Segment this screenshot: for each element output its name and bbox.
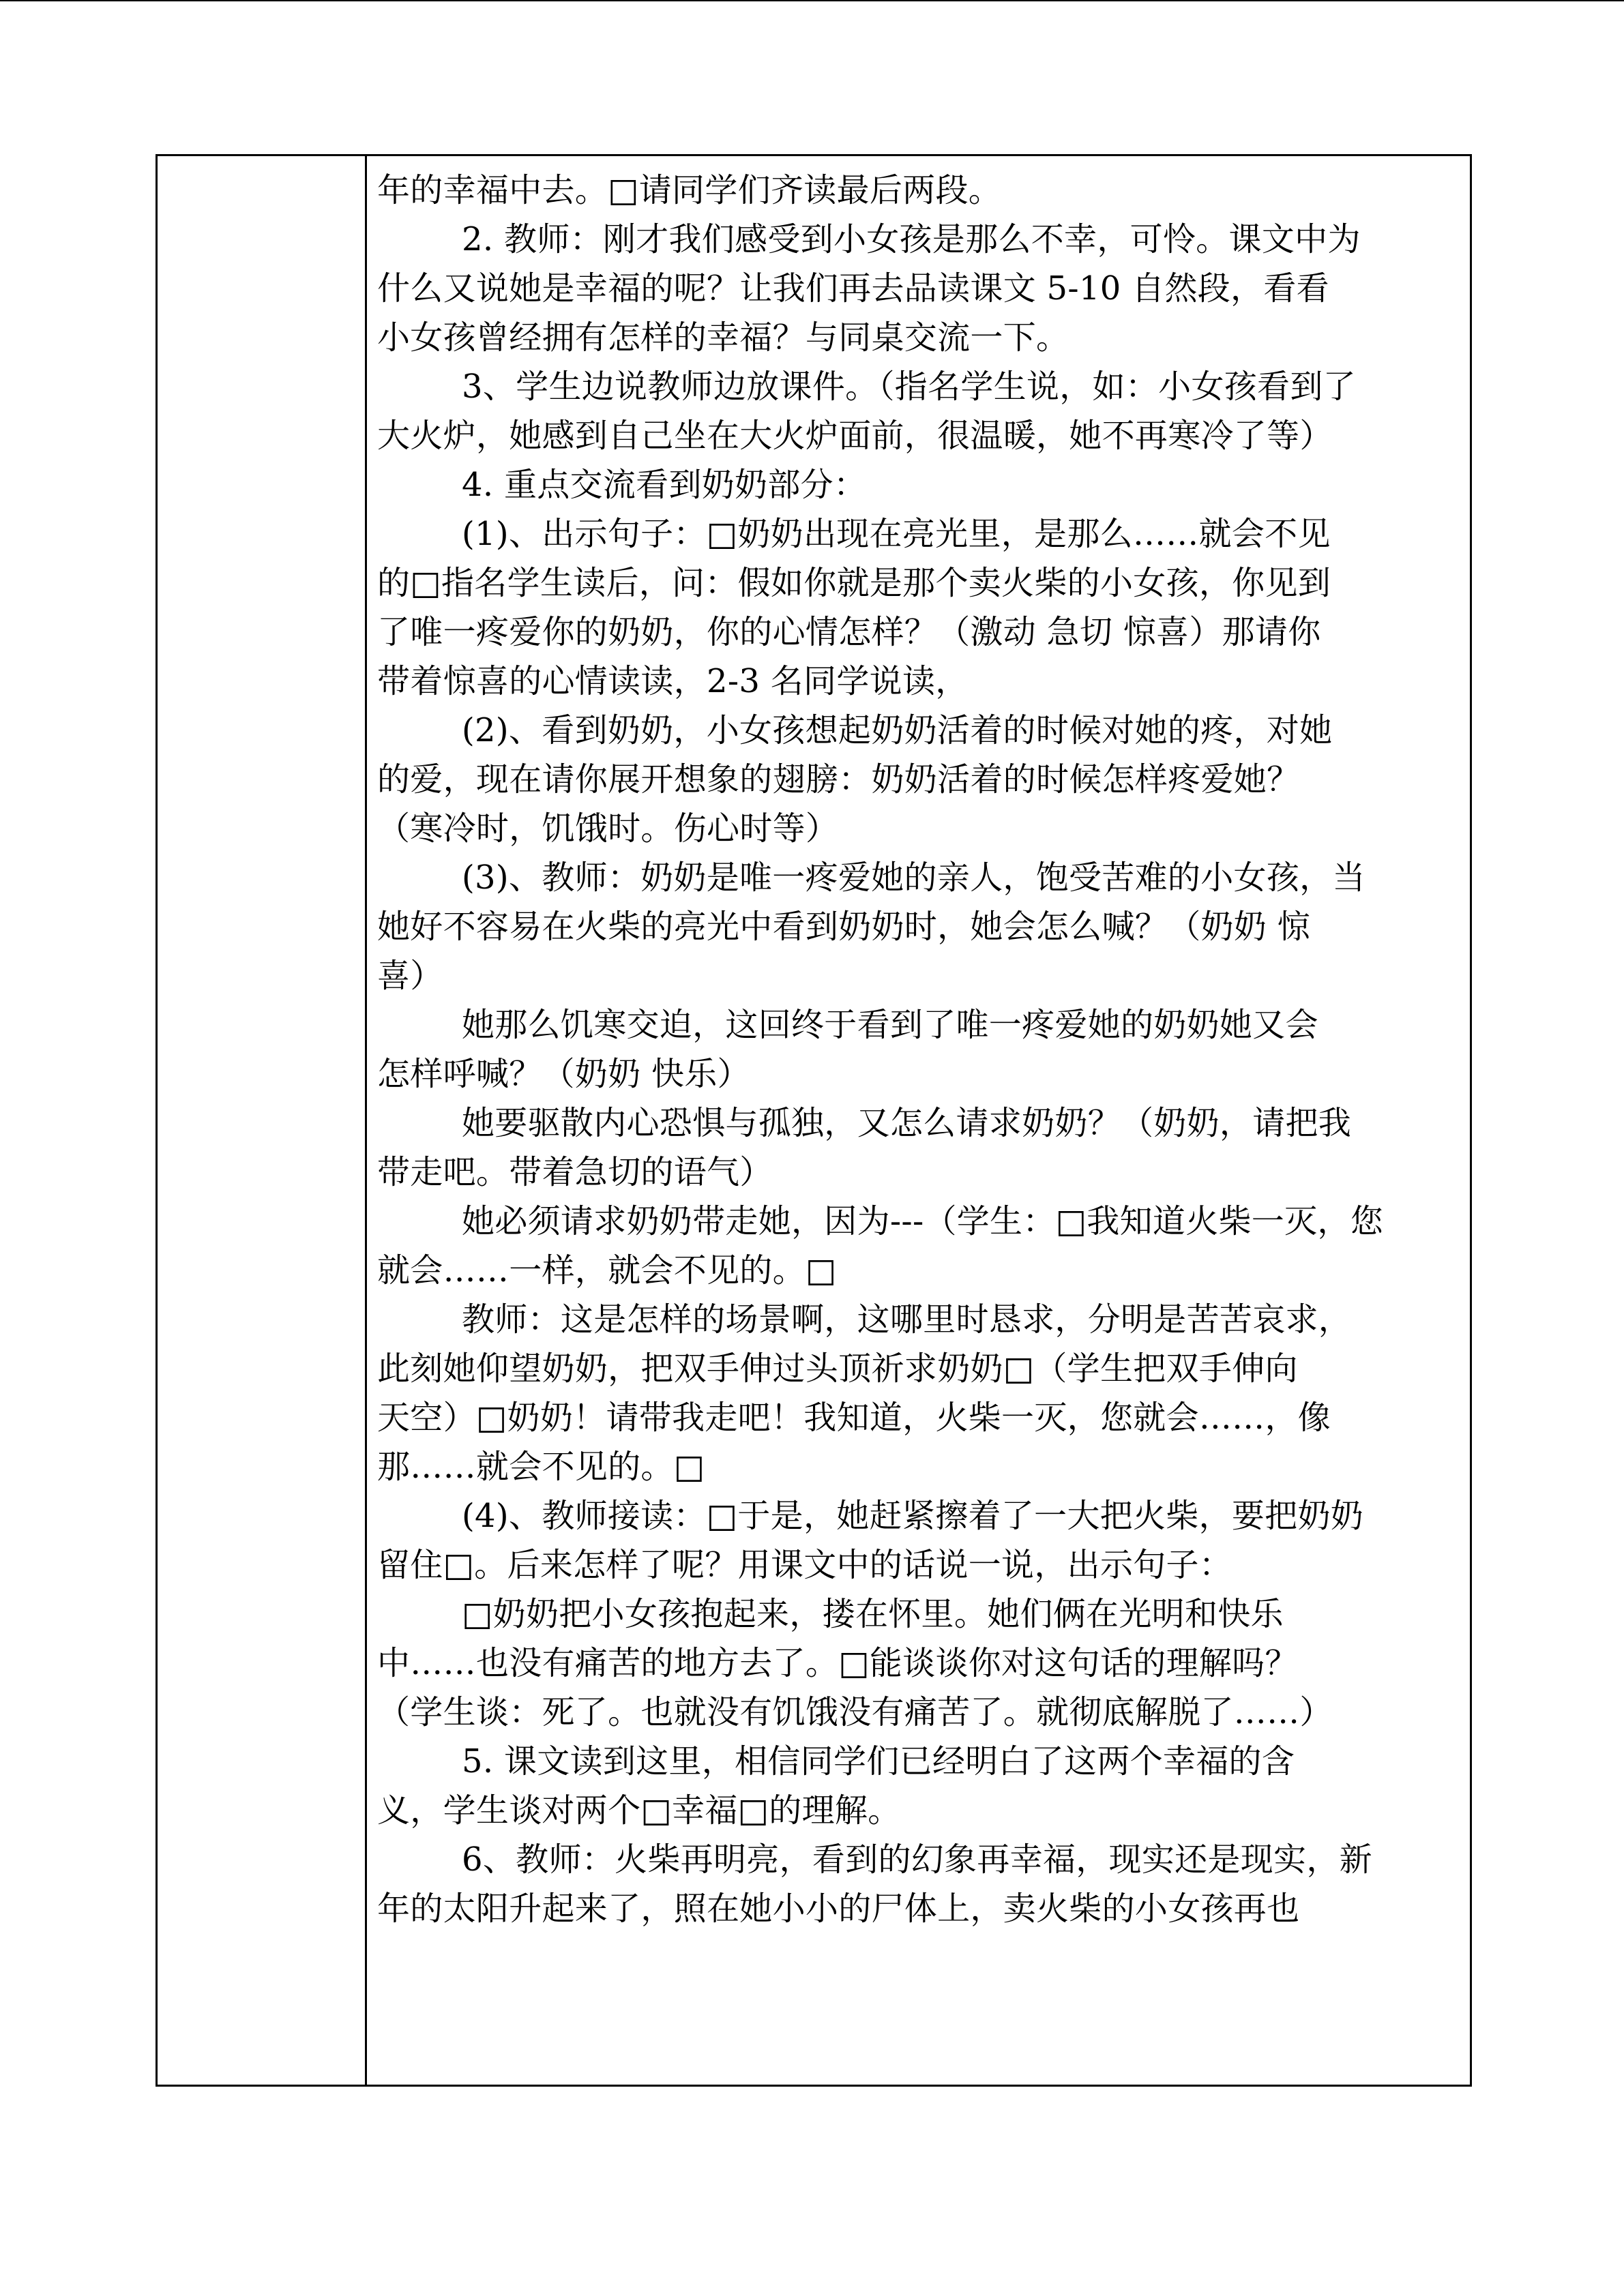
text-line: 她那么饥寒交迫，这回终于看到了唯一疼爱她的奶奶她又会 (462, 1006, 1318, 1044)
text-line: (3)、教师：奶奶是唯一疼爱她的亲人，饱受苦难的小女孩，当 (462, 859, 1365, 897)
text-line: 那……就会不见的。□ (377, 1448, 705, 1486)
teaching-process-cell (377, 166, 1466, 1933)
text-line: 天空）□奶奶！请带我走吧！我知道，火柴一灭，您就会……，像 (377, 1399, 1331, 1437)
text-line: □奶奶把小女孩抱起来，搂在怀里。她们俩在光明和快乐 (462, 1595, 1284, 1633)
text-line: 喜） (377, 957, 443, 995)
text-line: 5. 课文读到这里，相信同学们已经明白了这两个幸福的含 (462, 1742, 1295, 1780)
text-line: 她好不容易在火柴的亮光中看到奶奶时，她会怎么喊？（奶奶 惊 (377, 908, 1310, 946)
text-line: 什么又说她是幸福的呢？让我们再去品读课文 5-10 自然段，看看 (377, 269, 1329, 308)
left-label-column (158, 156, 367, 2085)
text-line: (2)、看到奶奶，小女孩想起奶奶活着的时候对她的疼，对她 (462, 711, 1333, 749)
text-line: 留住□。后来怎样了呢？用课文中的话说一说，出示句子： (377, 1546, 1232, 1584)
text-line: 中……也没有痛苦的地方去了。□能谈谈你对这句话的理解吗？ (377, 1644, 1298, 1682)
text-line: 带着惊喜的心情读读，2-3 名同学说读， (377, 662, 969, 700)
text-line: （寒冷时，饥饿时。伤心时等） (377, 809, 839, 848)
text-line: 义，学生谈对两个□幸福□的理解。 (377, 1791, 901, 1830)
text-line: 带走吧。带着急切的语气） (377, 1153, 773, 1191)
text-line: 小女孩曾经拥有怎样的幸福？与同桌交流一下。 (377, 318, 1069, 357)
text-line: 教师：这是怎样的场景啊，这哪里时恳求，分明是苦苦哀求， (462, 1300, 1352, 1339)
text-line: 年的幸福中去。□请同学们齐读最后两段。 (377, 171, 1002, 209)
text-line: 的爱，现在请你展开想象的翅膀：奶奶活着的时候怎样疼爱她？ (377, 760, 1300, 799)
lesson-plan-table (156, 154, 1472, 2087)
text-line: 她要驱散内心恐惧与孤独，又怎么请求奶奶？（奶奶，请把我 (462, 1104, 1352, 1142)
text-line: 2. 教师：刚才我们感受到小女孩是那么不幸，可怜。课文中为 (462, 220, 1361, 258)
text-line: 了唯一疼爱你的奶奶，你的心情怎样？（激动 急切 惊喜）那请你 (377, 613, 1321, 651)
text-line: 此刻她仰望奶奶，把双手伸过头顶祈求奶奶□（学生把双手伸向 (377, 1350, 1298, 1388)
text-line: 就会……一样，就会不见的。□ (377, 1251, 837, 1289)
text-line: 年的太阳升起来了，照在她小小的尸体上，卖火柴的小女孩再也 (377, 1890, 1300, 1928)
text-line: （学生谈：死了。也就没有饥饿没有痛苦了。就彻底解脱了……） (377, 1693, 1333, 1731)
page-top-border (0, 0, 1624, 1)
text-line: 的□指名学生读后，问：假如你就是那个卖火柴的小女孩，你见到 (377, 564, 1331, 602)
text-line: 3、学生边说教师边放课件。（指名学生说，如：小女孩看到了 (462, 368, 1356, 406)
text-line: 怎样呼喊？（奶奶 快乐） (377, 1055, 750, 1093)
text-line: 大火炉，她感到自己坐在大火炉面前，很温暖，她不再寒冷了等） (377, 417, 1333, 455)
text-line: 4. 重点交流看到奶奶部分： (462, 466, 867, 504)
text-line: (1)、出示句子：□奶奶出现在亮光里，是那么……就会不见 (462, 515, 1331, 553)
text-line: 她必须请求奶奶带走她，因为---（学生：□我知道火柴一灭，您 (462, 1202, 1384, 1240)
text-line: (4)、教师接读：□于是，她赶紧擦着了一大把火柴，要把奶奶 (462, 1497, 1364, 1535)
text-line: 6、教师：火柴再明亮，看到的幻象再幸福，现实还是现实，新 (462, 1840, 1372, 1879)
